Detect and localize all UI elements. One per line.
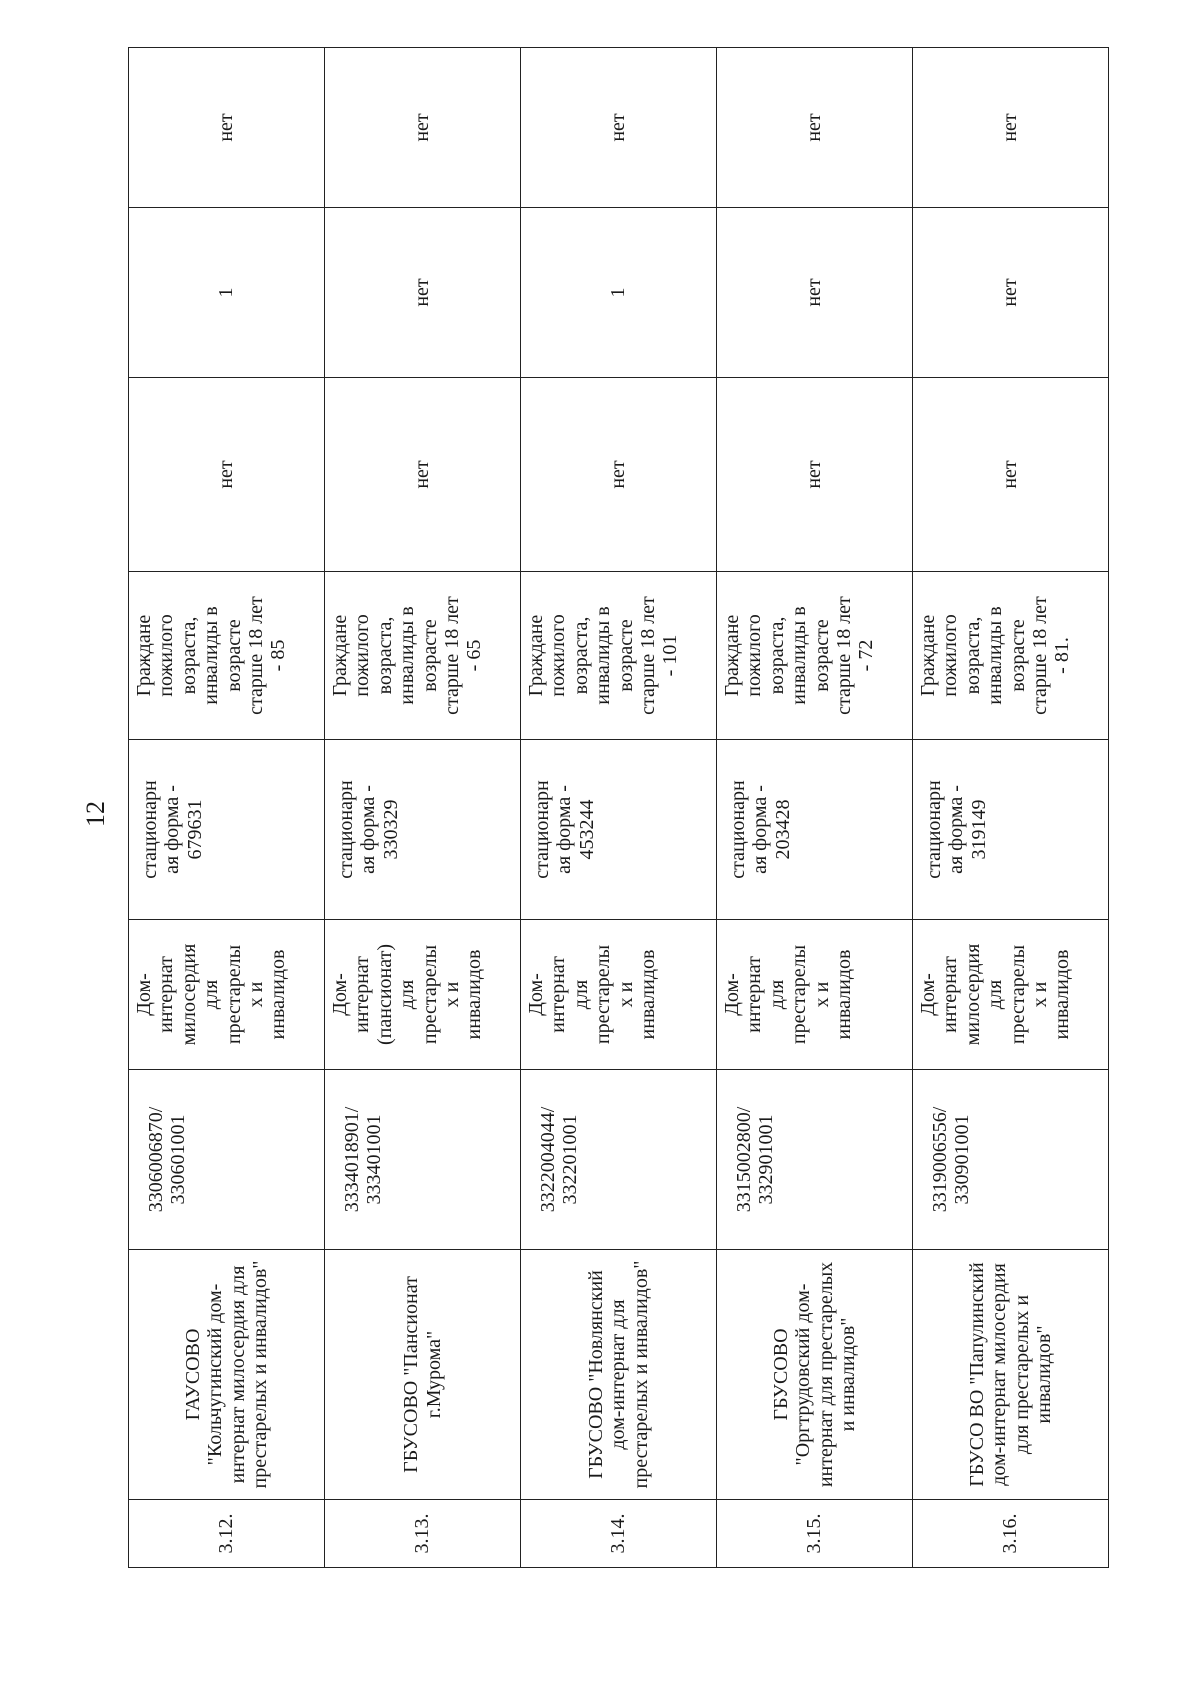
column-9-value-text: нет [215,113,238,142]
column-9-value [521,48,717,208]
recipient-category-text: Граждане пожилого возраста, инвалиды в возрасте старше 18 лет - 101 [525,596,682,715]
column-7-value-text: нет [411,460,434,489]
table-row [325,48,521,1568]
column-9-value-text: нет [411,113,434,142]
table-row [521,48,717,1568]
column-9-value [325,48,521,208]
rotated-table-container [128,48,1128,1568]
institution-type-text: Дом- интернат (пансионат) для престарелы х и инвалидов [329,944,486,1045]
column-8-value [129,208,325,378]
column-8-value-text: 1 [215,287,238,298]
row-number-text: 3.13. [411,1513,434,1554]
row-number-text: 3.12. [215,1513,238,1554]
service-form-text: стационарн ая форма - 203428 [727,780,794,879]
inn-kpp [717,1070,913,1250]
inn-kpp [913,1070,1109,1250]
column-7-value [717,378,913,572]
service-form [913,740,1109,920]
page-number: 12 [81,801,110,827]
column-9-value-text: нет [607,113,630,142]
service-form-text: стационарн ая форма - 679631 [139,780,206,879]
inn-kpp [129,1070,325,1250]
column-7-value [521,378,717,572]
institution-type [521,920,717,1070]
table-row [913,48,1109,1568]
recipient-category [717,572,913,740]
column-8-value [717,208,913,378]
service-form-text: стационарн ая форма - 453244 [531,780,598,879]
row-number [717,1500,913,1568]
table-row [129,48,325,1568]
column-8-value [913,208,1109,378]
row-number-text: 3.14. [607,1513,630,1554]
inn-kpp-text: 3322004044/ 332201001 [537,1106,582,1213]
institution-name [717,1250,913,1500]
service-form [129,740,325,920]
inn-kpp-text: 3334018901/ 333401001 [341,1106,386,1213]
institution-name [129,1250,325,1500]
recipient-category [913,572,1109,740]
column-9-value [129,48,325,208]
row-number-text: 3.16. [999,1513,1022,1554]
column-9-value [717,48,913,208]
column-7-value [325,378,521,572]
column-8-value [521,208,717,378]
institution-name-text: ГБУСОВО "Новлянский дом-интернат для престарелых и инвалидов" [584,1260,652,1489]
inn-kpp-text: 3315002800/ 332901001 [733,1106,778,1213]
column-7-value-text: нет [215,460,238,489]
institution-name [521,1250,717,1500]
recipient-category-text: Граждане пожилого возраста, инвалиды в возрасте старше 18 лет - 81. [917,596,1074,715]
column-8-value-text: нет [411,278,434,307]
recipient-category-text: Граждане пожилого возраста, инвалиды в возрасте старше 18 лет - 85 [133,596,290,715]
column-8-value-text: нет [999,278,1022,307]
service-form [325,740,521,920]
institution-type [913,920,1109,1070]
row-number [325,1500,521,1568]
column-7-value-text: нет [999,460,1022,489]
column-7-value [129,378,325,572]
recipient-category-text: Граждане пожилого возраста, инвалиды в возрасте старше 18 лет - 65 [329,596,486,715]
service-form-text: стационарн ая форма - 330329 [335,780,402,879]
recipient-category [521,572,717,740]
recipient-category [129,572,325,740]
service-form [521,740,717,920]
institution-name-text: ГБУСОВО "Пансионат г.Мурома" [400,1276,445,1473]
row-number [913,1500,1109,1568]
column-7-value-text: нет [607,460,630,489]
institutions-table [128,47,1109,1568]
institution-name-text: ГАУСОВО "Кольчугинский дом- интернат милосердия для престарелых и инвалидов" [181,1260,271,1489]
column-7-value [913,378,1109,572]
column-9-value-text: нет [999,113,1022,142]
institution-type-text: Дом- интернат милосердия для престарелы х и инвалидов [917,943,1074,1046]
row-number [521,1500,717,1568]
column-9-value [913,48,1109,208]
column-8-value-text: нет [803,278,826,307]
table-row [717,48,913,1568]
column-9-value-text: нет [803,113,826,142]
institution-name [325,1250,521,1500]
institution-type [717,920,913,1070]
institution-name-text: ГБУСОВО "Оргтрудовский дом- интернат для престарелых и инвалидов" [769,1261,859,1488]
row-number-text: 3.15. [803,1513,826,1554]
institution-type-text: Дом- интернат милосердия для престарелы х и инвалидов [133,943,290,1046]
inn-kpp [521,1070,717,1250]
institution-type [129,920,325,1070]
column-7-value-text: нет [803,460,826,489]
institution-type-text: Дом- интернат для престарелы х и инвалидов [721,944,855,1045]
column-8-value [325,208,521,378]
service-form-text: стационарн ая форма - 319149 [923,780,990,879]
institution-name-text: ГБУСО ВО "Папулинский дом-интернат милосердия для престарелых и инвалидов" [965,1262,1055,1487]
recipient-category-text: Граждане пожилого возраста, инвалиды в возрасте старше 18 лет - 72 [721,596,878,715]
service-form [717,740,913,920]
inn-kpp-text: 3306006870/ 330601001 [145,1106,190,1213]
inn-kpp-text: 3319006556/ 330901001 [929,1106,974,1213]
institution-type [325,920,521,1070]
institution-name [913,1250,1109,1500]
recipient-category [325,572,521,740]
row-number [129,1500,325,1568]
institution-type-text: Дом- интернат для престарелы х и инвалидов [525,944,659,1045]
inn-kpp [325,1070,521,1250]
column-8-value-text: 1 [607,287,630,298]
